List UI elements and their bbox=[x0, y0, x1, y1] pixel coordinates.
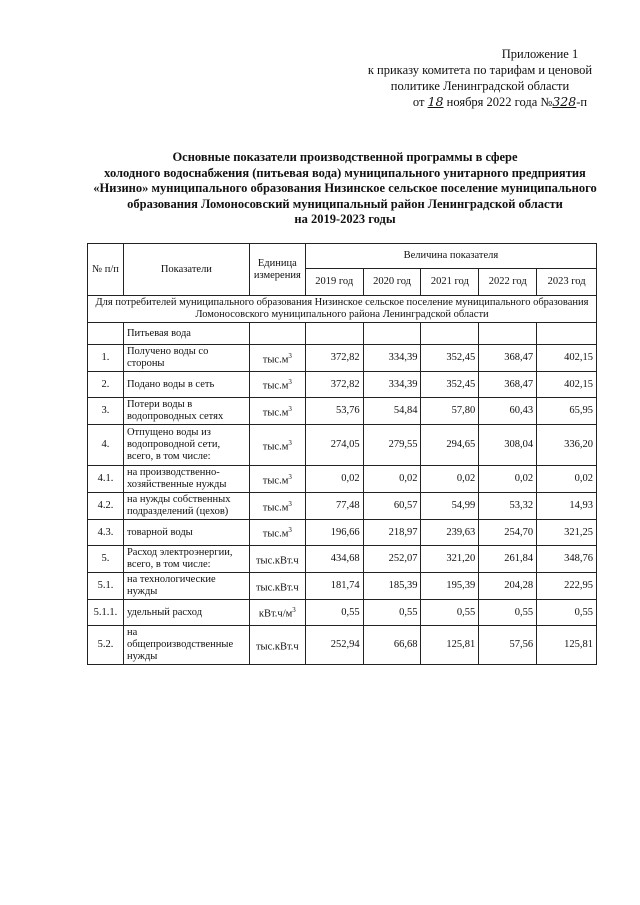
row-value: 252,94 bbox=[305, 626, 363, 665]
row-number: 5. bbox=[88, 546, 124, 573]
unit-base: тыс.м bbox=[262, 502, 289, 514]
row-value: 14,93 bbox=[537, 493, 597, 520]
row-value: 0,55 bbox=[305, 600, 363, 626]
row-value: 279,55 bbox=[363, 425, 421, 466]
row-unit bbox=[249, 546, 305, 573]
unit-exponent: 3 bbox=[288, 526, 292, 535]
row-value: 294,65 bbox=[421, 425, 479, 466]
row-value: 368,47 bbox=[479, 345, 537, 372]
col-header-unit: Единица измерения bbox=[249, 244, 305, 296]
table-row bbox=[88, 546, 597, 573]
order-suffix: -п bbox=[576, 95, 588, 109]
row-value: 334,39 bbox=[363, 345, 421, 372]
row-unit bbox=[249, 372, 305, 398]
col-header-value-group: Величина показателя bbox=[305, 244, 596, 269]
table-row bbox=[88, 493, 597, 520]
row-unit bbox=[249, 398, 305, 425]
appendix-header bbox=[330, 46, 630, 110]
empty-cell bbox=[537, 323, 597, 345]
unit-base: тыс.м bbox=[262, 528, 289, 540]
appendix-title: Приложение 1 bbox=[501, 47, 579, 61]
unit-base: тыс.м bbox=[262, 407, 289, 419]
row-unit bbox=[249, 425, 305, 466]
col-header-no: № п/п bbox=[88, 244, 124, 296]
section-row: Для потребителей муниципального образования Низинское сельское поселение муниципального образования Ломоносовского муниципального района Ленинградской области bbox=[88, 296, 597, 323]
row-indicator: Отпущено воды из водопроводной сети, всего, в том числе: bbox=[123, 425, 249, 466]
row-value: 53,76 bbox=[305, 398, 363, 425]
row-unit bbox=[249, 626, 305, 665]
row-number: 1. bbox=[88, 345, 124, 372]
table-row bbox=[88, 600, 597, 626]
row-value: 308,04 bbox=[479, 425, 537, 466]
row-number: 4.2. bbox=[88, 493, 124, 520]
title-line: образования Ломоносовский муниципальный район Ленинградской области bbox=[127, 196, 563, 211]
title-line: холодного водоснабжения (питьевая вода) муниципального унитарного предприятия bbox=[104, 165, 586, 180]
row-value: 402,15 bbox=[537, 345, 597, 372]
unit-base: тыс.кВт.ч bbox=[255, 555, 299, 567]
unit-base: кВт.ч/м bbox=[258, 608, 293, 620]
row-indicator: Расход электроэнергии, всего, в том числе: bbox=[123, 546, 249, 573]
row-unit bbox=[249, 520, 305, 546]
row-value: 352,45 bbox=[421, 372, 479, 398]
row-value: 254,70 bbox=[479, 520, 537, 546]
row-value: 195,39 bbox=[421, 573, 479, 600]
row-indicator: Подано воды в сеть bbox=[123, 372, 249, 398]
row-number: 4.1. bbox=[88, 466, 124, 493]
table-row bbox=[88, 345, 597, 372]
row-indicator: товарной воды bbox=[123, 520, 249, 546]
row-unit bbox=[249, 345, 305, 372]
unit-base: тыс.м bbox=[262, 441, 289, 453]
row-value: 0,02 bbox=[363, 466, 421, 493]
unit-base: тыс.м bbox=[262, 354, 289, 366]
table-row bbox=[88, 573, 597, 600]
empty-cell bbox=[479, 323, 537, 345]
unit-base: тыс.м bbox=[262, 475, 289, 487]
row-value: 334,39 bbox=[363, 372, 421, 398]
order-number: 328 bbox=[552, 94, 577, 109]
table-row bbox=[88, 520, 597, 546]
col-header-indicator: Показатели bbox=[123, 244, 249, 296]
row-indicator: на технологические нужды bbox=[123, 573, 249, 600]
row-value: 239,63 bbox=[421, 520, 479, 546]
unit-exponent: 3 bbox=[288, 472, 292, 481]
row-indicator: удельный расход bbox=[123, 600, 249, 626]
row-indicator: на производственно-хозяйственные нужды bbox=[123, 466, 249, 493]
unit-exponent: 3 bbox=[292, 606, 296, 615]
row-value: 185,39 bbox=[363, 573, 421, 600]
table-row bbox=[88, 626, 597, 665]
row-value: 125,81 bbox=[537, 626, 597, 665]
row-value: 372,82 bbox=[305, 345, 363, 372]
unit-base: тыс.м bbox=[262, 380, 289, 392]
row-value: 402,15 bbox=[537, 372, 597, 398]
row-unit bbox=[249, 493, 305, 520]
row-value: 57,80 bbox=[421, 398, 479, 425]
row-value: 372,82 bbox=[305, 372, 363, 398]
empty-cell bbox=[249, 323, 305, 345]
row-value: 321,25 bbox=[537, 520, 597, 546]
row-value: 0,55 bbox=[363, 600, 421, 626]
row-value: 368,47 bbox=[479, 372, 537, 398]
appendix-committee: политике Ленинградской области bbox=[390, 79, 570, 93]
row-value: 0,55 bbox=[479, 600, 537, 626]
row-value: 196,66 bbox=[305, 520, 363, 546]
row-value: 218,97 bbox=[363, 520, 421, 546]
row-value: 57,56 bbox=[479, 626, 537, 665]
row-number: 5.2. bbox=[88, 626, 124, 665]
unit-exponent: 3 bbox=[288, 351, 292, 360]
row-value: 336,20 bbox=[537, 425, 597, 466]
row-value: 181,74 bbox=[305, 573, 363, 600]
row-value: 0,02 bbox=[305, 466, 363, 493]
row-value: 66,68 bbox=[363, 626, 421, 665]
row-value: 0,55 bbox=[421, 600, 479, 626]
title-line: Основные показатели производственной программы в сфере bbox=[172, 150, 518, 164]
appendix-order-ref: к приказу комитета по тарифам и ценовой bbox=[367, 63, 593, 77]
row-value: 434,68 bbox=[305, 546, 363, 573]
unit-base: тыс.кВт.ч bbox=[255, 582, 299, 594]
group-label: Питьевая вода bbox=[123, 323, 249, 345]
table-row bbox=[88, 398, 597, 425]
row-value: 125,81 bbox=[421, 626, 479, 665]
row-indicator: на нужды собственных подразделений (цехов) bbox=[123, 493, 249, 520]
row-indicator: на общепроизводственные нужды bbox=[123, 626, 249, 665]
row-number: 4.3. bbox=[88, 520, 124, 546]
row-value: 222,95 bbox=[537, 573, 597, 600]
row-value: 54,99 bbox=[421, 493, 479, 520]
row-unit bbox=[249, 600, 305, 626]
empty-cell bbox=[88, 323, 124, 345]
row-value: 60,57 bbox=[363, 493, 421, 520]
title-line: «Низино» муниципального образования Низинское сельское поселение муниципального bbox=[93, 181, 597, 195]
empty-cell bbox=[421, 323, 479, 345]
row-number: 5.1.1. bbox=[88, 600, 124, 626]
table-row bbox=[88, 372, 597, 398]
empty-cell bbox=[305, 323, 363, 345]
date-prefix: от bbox=[412, 95, 425, 109]
row-value: 204,28 bbox=[479, 573, 537, 600]
unit-exponent: 3 bbox=[288, 438, 292, 447]
row-value: 60,43 bbox=[479, 398, 537, 425]
row-indicator: Потери воды в водопроводных сетях bbox=[123, 398, 249, 425]
indicators-table bbox=[87, 243, 597, 665]
row-value: 274,05 bbox=[305, 425, 363, 466]
document-title bbox=[80, 150, 610, 228]
row-value: 0,02 bbox=[421, 466, 479, 493]
unit-base: тыс.кВт.ч bbox=[255, 641, 299, 653]
row-unit bbox=[249, 466, 305, 493]
col-header-year: 2023 год bbox=[537, 269, 597, 296]
row-value: 348,76 bbox=[537, 546, 597, 573]
date-middle: ноября 2022 года № bbox=[446, 95, 553, 109]
unit-exponent: 3 bbox=[288, 378, 292, 387]
table-row bbox=[88, 425, 597, 466]
col-header-year: 2022 год bbox=[479, 269, 537, 296]
date-day: 18 bbox=[427, 94, 444, 109]
unit-exponent: 3 bbox=[288, 404, 292, 413]
row-number: 3. bbox=[88, 398, 124, 425]
row-number: 4. bbox=[88, 425, 124, 466]
row-value: 0,02 bbox=[537, 466, 597, 493]
row-value: 321,20 bbox=[421, 546, 479, 573]
row-value: 261,84 bbox=[479, 546, 537, 573]
col-header-year: 2020 год bbox=[363, 269, 421, 296]
empty-cell bbox=[363, 323, 421, 345]
table-row bbox=[88, 466, 597, 493]
row-value: 0,02 bbox=[479, 466, 537, 493]
row-value: 352,45 bbox=[421, 345, 479, 372]
row-value: 53,32 bbox=[479, 493, 537, 520]
row-indicator: Получено воды со стороны bbox=[123, 345, 249, 372]
appendix-date-line bbox=[330, 94, 630, 110]
row-number: 5.1. bbox=[88, 573, 124, 600]
row-value: 77,48 bbox=[305, 493, 363, 520]
col-header-year: 2019 год bbox=[305, 269, 363, 296]
title-line: на 2019-2023 годы bbox=[294, 212, 396, 226]
row-value: 54,84 bbox=[363, 398, 421, 425]
col-header-year: 2021 год bbox=[421, 269, 479, 296]
unit-exponent: 3 bbox=[288, 499, 292, 508]
row-value: 252,07 bbox=[363, 546, 421, 573]
row-unit bbox=[249, 573, 305, 600]
row-value: 65,95 bbox=[537, 398, 597, 425]
row-value: 0,55 bbox=[537, 600, 597, 626]
row-number: 2. bbox=[88, 372, 124, 398]
